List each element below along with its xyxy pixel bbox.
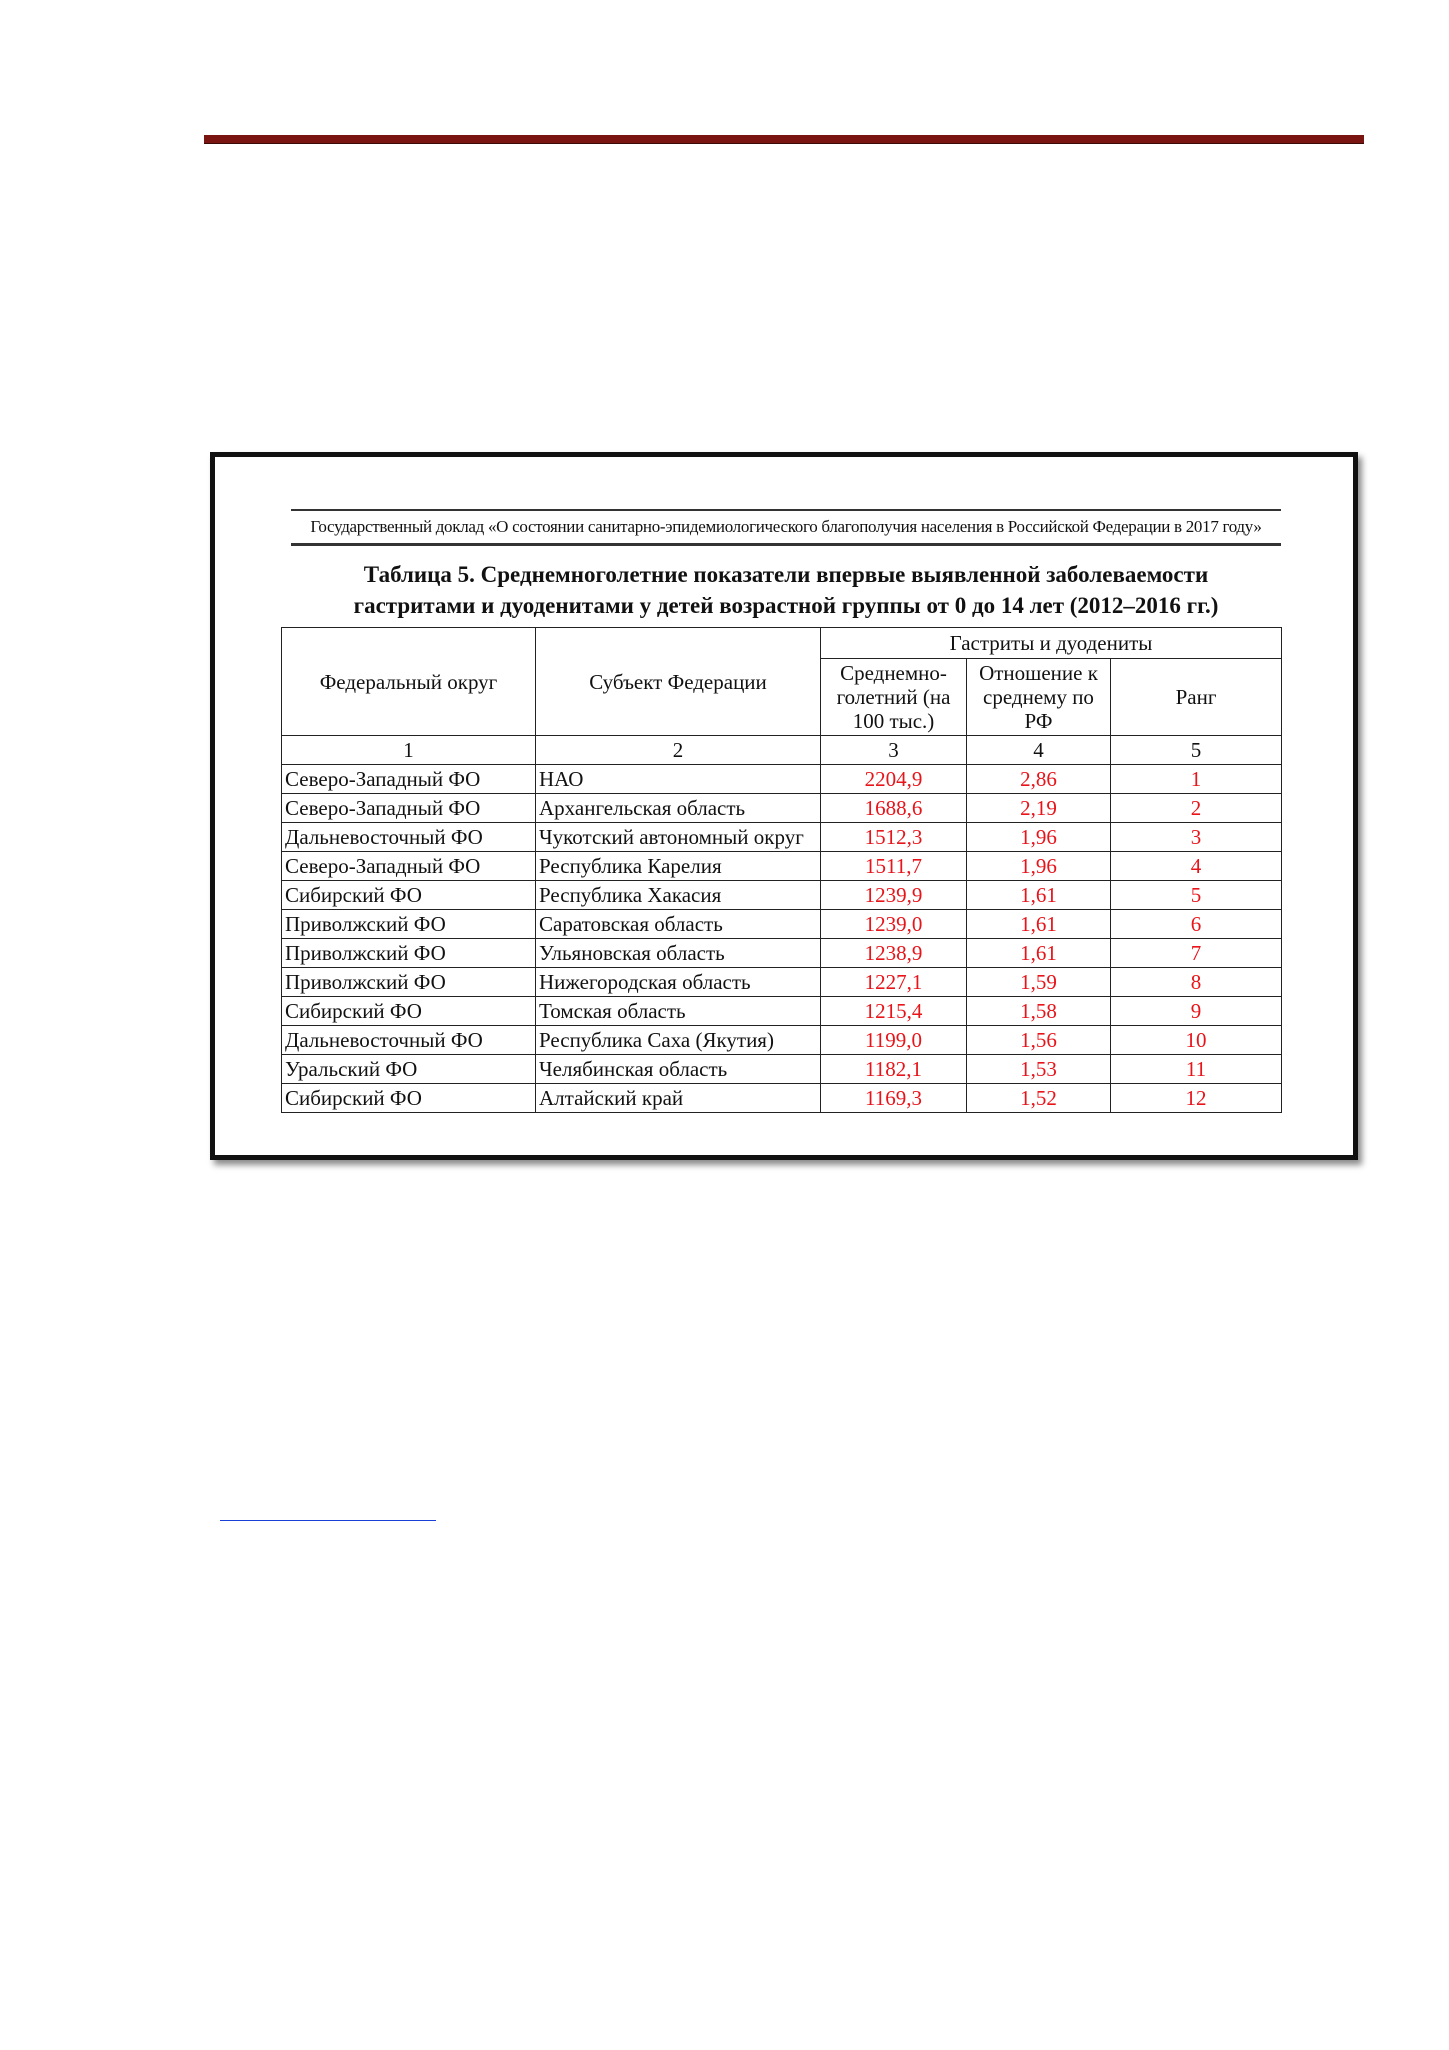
header-group: Гастриты и дуодениты — [821, 628, 1282, 659]
cell-rank: 9 — [1111, 997, 1282, 1026]
cell-federal-subject: Архангельская область — [536, 794, 821, 823]
cell-average: 1688,6 — [821, 794, 967, 823]
cell-ratio: 1,58 — [967, 997, 1111, 1026]
cell-rank: 5 — [1111, 881, 1282, 910]
cell-average: 1227,1 — [821, 968, 967, 997]
cell-federal-district: Приволжский ФО — [282, 910, 536, 939]
table-row — [282, 823, 1282, 852]
table-row — [282, 1055, 1282, 1084]
cell-federal-district: Дальневосточный ФО — [282, 1026, 536, 1055]
cell-federal-subject: Республика Саха (Якутия) — [536, 1026, 821, 1055]
cell-average: 1238,9 — [821, 939, 967, 968]
table-title-line-2: гастритами и дуоденитами у детей возрастной группы от 0 до 14 лет (2012–2016 гг.) — [353, 593, 1219, 618]
cell-federal-subject: Алтайский край — [536, 1084, 821, 1113]
table-row — [282, 1084, 1282, 1113]
cell-rank: 2 — [1111, 794, 1282, 823]
column-number: 5 — [1111, 736, 1282, 765]
table-title-line-1: Таблица 5. Среднемноголетние показатели впервые выявленной заболеваемости — [363, 562, 1209, 587]
cell-average: 1182,1 — [821, 1055, 967, 1084]
column-number: 2 — [536, 736, 821, 765]
table-row — [282, 910, 1282, 939]
column-number-row — [282, 736, 1282, 765]
cell-rank: 8 — [1111, 968, 1282, 997]
cell-average: 1239,0 — [821, 910, 967, 939]
cell-rank: 4 — [1111, 852, 1282, 881]
cell-rank: 3 — [1111, 823, 1282, 852]
cell-average: 1512,3 — [821, 823, 967, 852]
table-row — [282, 765, 1282, 794]
cell-federal-subject: Нижегородская область — [536, 968, 821, 997]
cell-average: 1239,9 — [821, 881, 967, 910]
cell-federal-district: Сибирский ФО — [282, 1084, 536, 1113]
cell-ratio: 1,96 — [967, 852, 1111, 881]
cell-federal-district: Северо-Западный ФО — [282, 765, 536, 794]
cell-federal-subject: Ульяновская область — [536, 939, 821, 968]
table-row — [282, 794, 1282, 823]
cell-rank: 10 — [1111, 1026, 1282, 1055]
cell-average: 1215,4 — [821, 997, 967, 1026]
header-ratio: Отношение к среднему по РФ — [967, 659, 1111, 736]
cell-ratio: 1,61 — [967, 939, 1111, 968]
table-row — [282, 852, 1282, 881]
cell-rank: 6 — [1111, 910, 1282, 939]
cell-ratio: 2,86 — [967, 765, 1111, 794]
table-screenshot-frame — [210, 452, 1358, 1160]
report-header: Государственный доклад «О состоянии санитарно-эпидемиологического благополучия населения в Российской Федерации в 2017 году» — [291, 509, 1281, 546]
table-title — [281, 559, 1291, 621]
cell-federal-district: Северо-Западный ФО — [282, 852, 536, 881]
cell-federal-district: Приволжский ФО — [282, 939, 536, 968]
table-row — [282, 997, 1282, 1026]
cell-ratio: 1,52 — [967, 1084, 1111, 1113]
cell-average: 1169,3 — [821, 1084, 967, 1113]
column-number: 1 — [282, 736, 536, 765]
incidence-table — [281, 627, 1282, 1113]
cell-federal-district: Сибирский ФО — [282, 881, 536, 910]
cell-federal-subject: Челябинская область — [536, 1055, 821, 1084]
cell-average: 1199,0 — [821, 1026, 967, 1055]
cell-ratio: 1,53 — [967, 1055, 1111, 1084]
table-row — [282, 881, 1282, 910]
header-federal-subject: Субъект Федерации — [536, 628, 821, 736]
cell-average: 2204,9 — [821, 765, 967, 794]
cell-ratio: 1,96 — [967, 823, 1111, 852]
cell-rank: 7 — [1111, 939, 1282, 968]
cell-federal-subject: Саратовская область — [536, 910, 821, 939]
cell-average: 1511,7 — [821, 852, 967, 881]
cell-federal-subject: Республика Карелия — [536, 852, 821, 881]
cell-federal-district: Дальневосточный ФО — [282, 823, 536, 852]
cell-ratio: 1,59 — [967, 968, 1111, 997]
cell-ratio: 2,19 — [967, 794, 1111, 823]
table-row — [282, 939, 1282, 968]
cell-federal-subject: Томская область — [536, 997, 821, 1026]
cell-federal-district: Уральский ФО — [282, 1055, 536, 1084]
table-row — [282, 1026, 1282, 1055]
cell-rank: 12 — [1111, 1084, 1282, 1113]
column-number: 3 — [821, 736, 967, 765]
cell-federal-district: Сибирский ФО — [282, 997, 536, 1026]
cell-rank: 11 — [1111, 1055, 1282, 1084]
header-federal-district: Федеральный округ — [282, 628, 536, 736]
cell-ratio: 1,61 — [967, 881, 1111, 910]
cell-federal-subject: Республика Хакасия — [536, 881, 821, 910]
cell-federal-district: Приволжский ФО — [282, 968, 536, 997]
cell-ratio: 1,61 — [967, 910, 1111, 939]
footnote-link[interactable] — [220, 1520, 436, 1521]
table-row — [282, 968, 1282, 997]
cell-federal-district: Северо-Западный ФО — [282, 794, 536, 823]
cell-rank: 1 — [1111, 765, 1282, 794]
header-row-1 — [282, 628, 1282, 659]
header-rank: Ранг — [1111, 659, 1282, 736]
cell-federal-subject: НАО — [536, 765, 821, 794]
header-average: Среднемно-голетний (на 100 тыс.) — [821, 659, 967, 736]
header-rule — [204, 135, 1364, 144]
column-number: 4 — [967, 736, 1111, 765]
cell-federal-subject: Чукотский автономный округ — [536, 823, 821, 852]
cell-ratio: 1,56 — [967, 1026, 1111, 1055]
